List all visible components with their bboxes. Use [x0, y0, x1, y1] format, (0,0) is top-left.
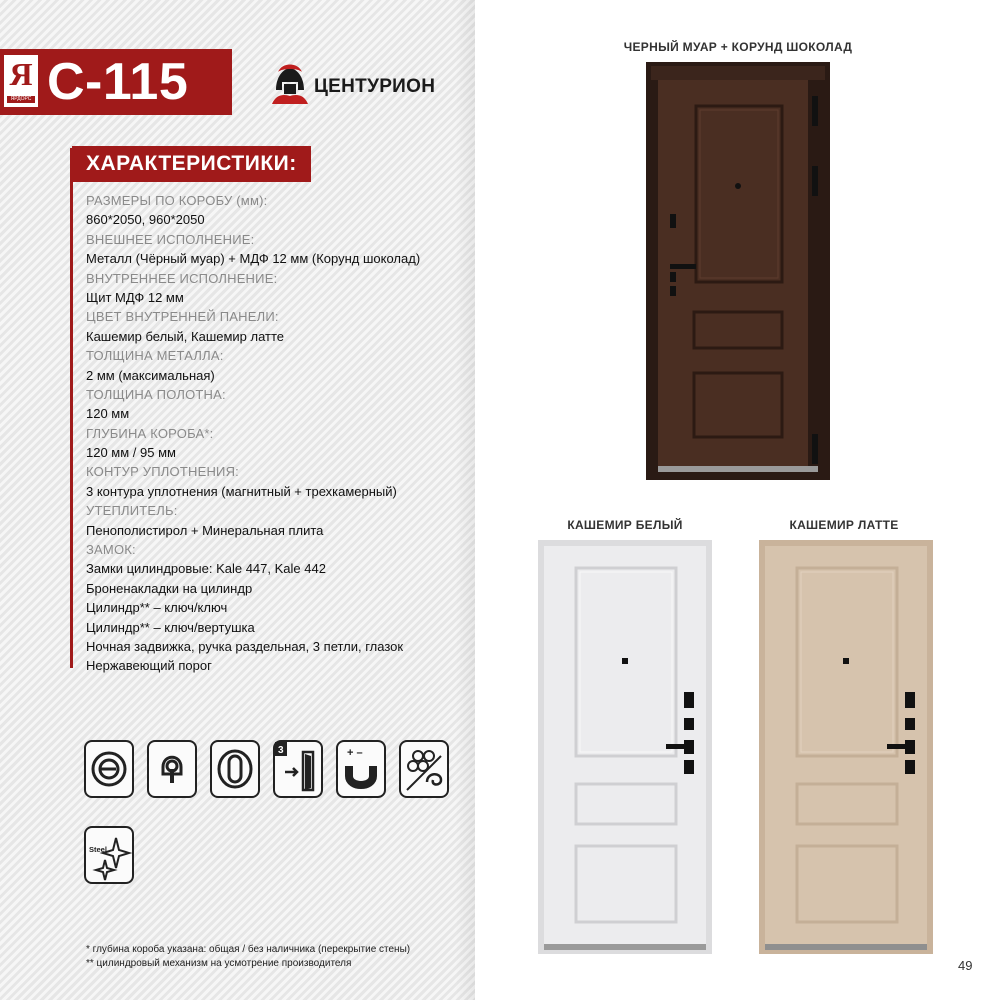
brand-logo-glyph: Я: [9, 56, 33, 92]
magnetic-seal-icon: [336, 740, 386, 798]
footnote-depth: * глубина короба указана: общая / без наличника (перекрытие стены): [86, 944, 411, 955]
spec-value: 120 мм: [86, 406, 130, 422]
spec-label: ЦВЕТ ВНУТРЕННЕЙ ПАНЕЛИ:: [86, 309, 279, 325]
steel-icon-text: Steel: [89, 845, 107, 854]
spec-heading: ХАРАКТЕРИСТИКИ:: [72, 146, 311, 182]
centurion-logo: [268, 60, 448, 106]
spec-value: Замки цилиндровые: Kale 447, Kale 442: [86, 561, 326, 577]
three-contour-seal-icon: [273, 740, 323, 798]
spec-value: Цилиндр** – ключ/ключ: [86, 600, 228, 616]
magnetic-seal-icon-text: + –: [347, 747, 363, 759]
spec-value: Металл (Чёрный муар) + МДФ 12 мм (Корунд шоколад): [86, 251, 421, 267]
helmet-icon: [268, 60, 312, 106]
door-caption-white: КАШЕМИР БЕЛЫЙ: [567, 518, 683, 532]
spec-value: Нержавеющий порог: [86, 658, 212, 674]
spec-list: [86, 191, 471, 676]
spec-label: ТОЛЩИНА МЕТАЛЛА:: [86, 348, 224, 364]
steel-icon: [84, 826, 134, 884]
spec-value: Ночная задвижка, ручка раздельная, 3 петли, глазок: [86, 638, 404, 654]
spec-label: ЗАМОК:: [86, 542, 136, 558]
spec-value: Щит МДФ 12 мм: [86, 289, 184, 305]
brand-logo-text: ЯРДОРС: [7, 96, 35, 103]
spec-value: 3 контура уплотнения (магнитный + трехкамерный): [86, 483, 397, 499]
footnotes: [86, 943, 466, 970]
series-logo-name: ЦЕНТУРИОН: [314, 76, 436, 97]
spec-label: ТОЛЩИНА ПОЛОТНА:: [86, 386, 226, 402]
brand-logo: [4, 55, 38, 107]
spec-value: Броненакладки на цилиндр: [86, 580, 253, 596]
armor-plate-icon: [210, 740, 260, 798]
spec-value: 2 мм (максимальная): [86, 367, 215, 383]
spec-value: Кашемир белый, Кашемир латте: [86, 328, 285, 344]
spec-value: 120 мм / 95 мм: [86, 445, 176, 461]
spec-value: 860*2050, 960*2050: [86, 212, 205, 228]
spec-label: КОНТУР УПЛОТНЕНИЯ:: [86, 464, 239, 480]
spec-label: ВНЕШНЕЕ ИСПОЛНЕНИЕ:: [86, 231, 255, 247]
door-caption-outer: ЧЕРНЫЙ МУАР + КОРУНД ШОКОЛАД: [623, 40, 853, 54]
spec-label: ВНУТРЕННЕЕ ИСПОЛНЕНИЕ:: [86, 270, 278, 286]
spec-heading-rule: [70, 148, 73, 668]
footnote-cylinder: ** цилиндровый механизм на усмотрение производителя: [86, 957, 352, 969]
three-contour-seal-icon-text: 3: [278, 745, 284, 756]
door-caption-latte: КАШЕМИР ЛАТТЕ: [789, 518, 899, 532]
spec-label: УТЕПЛИТЕЛЬ:: [86, 503, 178, 519]
page-number: 49: [958, 958, 973, 973]
insulation-icon: [399, 740, 449, 798]
spec-value: Пенополистирол + Минеральная плита: [86, 522, 324, 538]
spec-label: РАЗМЕРЫ ПО КОРОБУ (мм):: [86, 193, 268, 208]
spec-label: ГЛУБИНА КОРОБА*:: [86, 425, 214, 441]
cylinder-lock-icon: [147, 740, 197, 798]
peephole-icon: [84, 740, 134, 798]
model-title: С-115: [47, 53, 189, 111]
spec-value: Цилиндр** – ключ/вертушка: [86, 619, 255, 635]
